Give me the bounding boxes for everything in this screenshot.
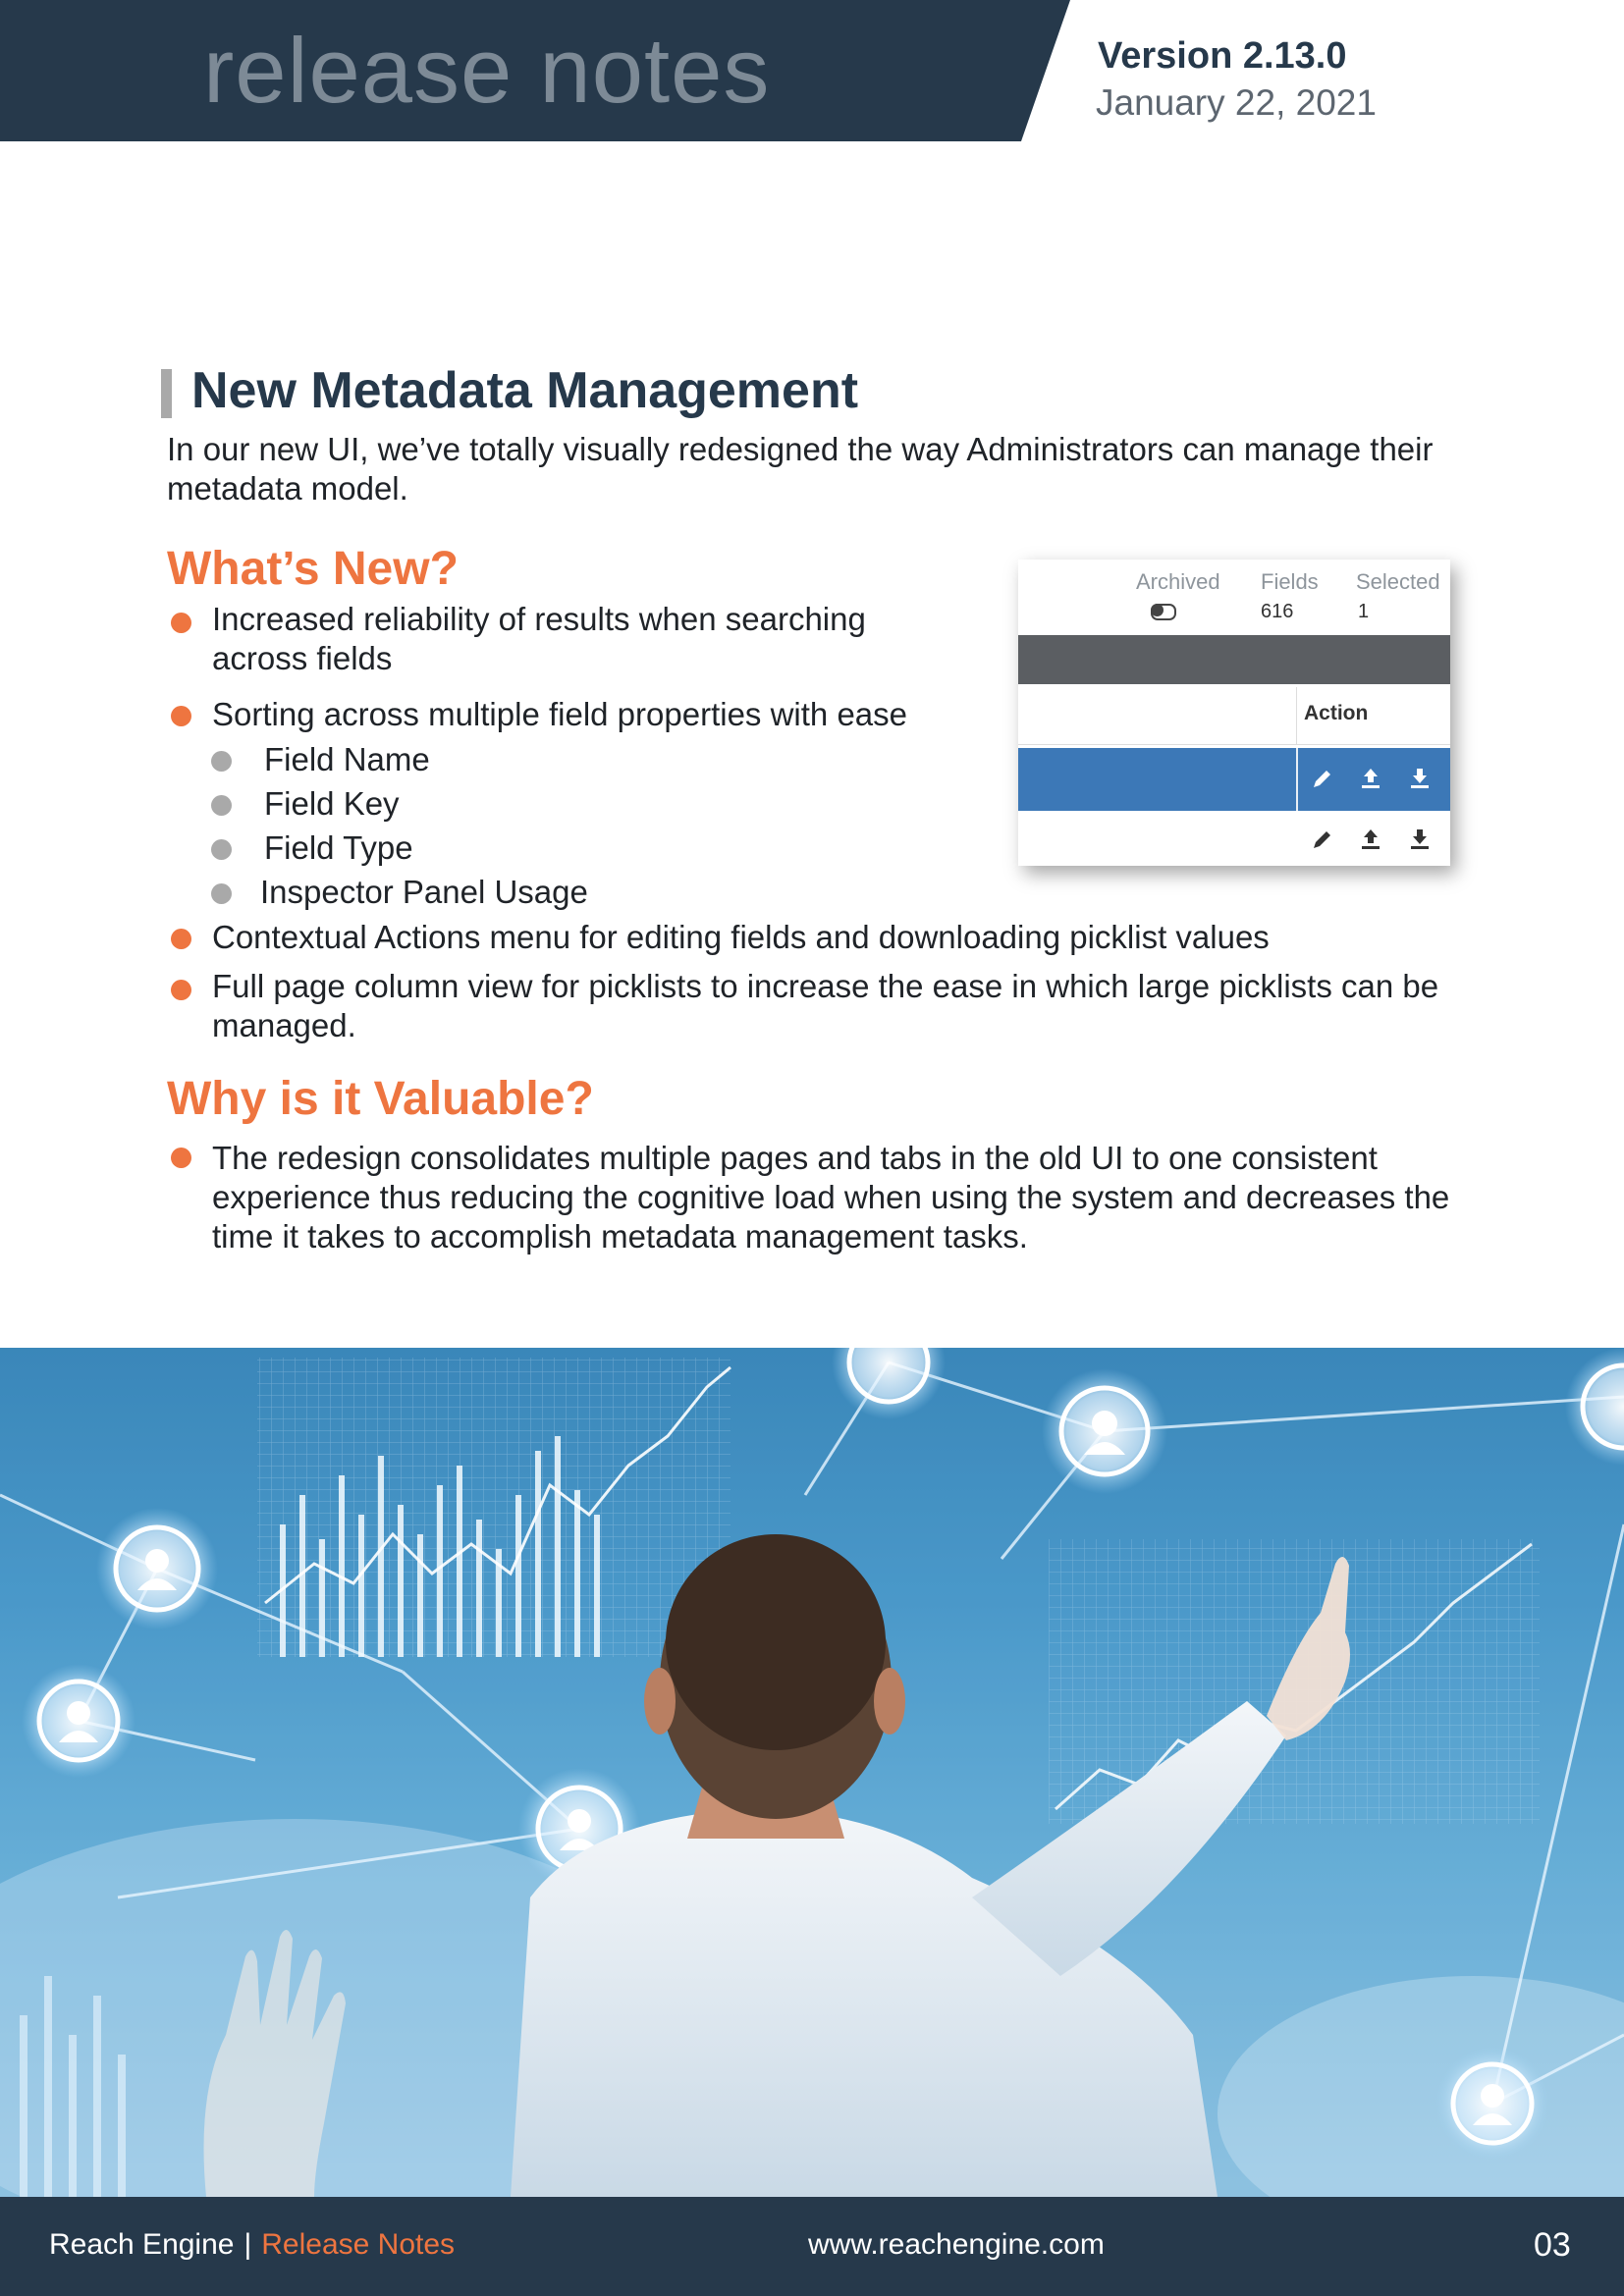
archived-label: Archived: [1136, 569, 1220, 594]
sub-bullet-icon: [211, 795, 232, 816]
metadata-table-screenshot: [1018, 560, 1450, 866]
download-icon: [1407, 827, 1433, 852]
header-title: release notes: [203, 19, 771, 122]
sub-bullet-icon: [211, 839, 232, 860]
column-divider: [1296, 687, 1297, 744]
table-row-selected: [1018, 748, 1450, 811]
footer-release-notes: Release Notes: [261, 2228, 456, 2261]
bullet-icon: [171, 980, 191, 1000]
selected-count: 1: [1358, 601, 1370, 622]
download-icon: [1407, 766, 1433, 791]
footer-separator: |: [244, 2228, 252, 2261]
version-label: Version 2.13.0: [1098, 35, 1347, 77]
section-title: New Metadata Management: [191, 362, 859, 419]
hero-illustration: [0, 1348, 1624, 2197]
data-network-illustration: [0, 1348, 1624, 2197]
action-column-header: Action: [1304, 702, 1369, 724]
footer-brand-line: [49, 2228, 455, 2262]
page-number: 03: [1534, 2226, 1571, 2264]
sub-list-item: Field Name: [264, 741, 430, 777]
list-item: Contextual Actions menu for editing fields and downloading picklist values: [212, 919, 1270, 955]
bullet-icon: [171, 1148, 191, 1168]
whats-new-heading: What’s New?: [167, 543, 459, 595]
section-accent-bar: [161, 369, 172, 418]
sub-list-item: Inspector Panel Usage: [260, 874, 588, 910]
fields-label: Fields: [1261, 569, 1319, 594]
table-header-row: [1018, 635, 1450, 684]
edit-icon: [1310, 766, 1335, 791]
footer-brand: Reach Engine: [49, 2228, 235, 2261]
list-item: The redesign consolidates multiple pages and tabs in the old UI to one consistent experience thus reducing the cognitive load when using the system and decreases the time it takes to accomplish metadata management tasks.: [212, 1140, 1450, 1255]
list-item: Sorting across multiple field properties with ease: [212, 696, 908, 732]
bullet-icon: [171, 613, 191, 633]
release-date: January 22, 2021: [1096, 82, 1377, 123]
edit-icon: [1310, 827, 1335, 852]
fields-count: 616: [1261, 601, 1294, 622]
list-item: Increased reliability of results when searching across fields: [212, 601, 866, 676]
list-item: Full page column view for picklists to increase the ease in which large picklists can be managed.: [212, 968, 1439, 1043]
bullet-icon: [171, 706, 191, 726]
column-divider: [1296, 748, 1298, 811]
row-divider: [1018, 744, 1450, 745]
sub-list-item: Field Type: [264, 829, 413, 866]
selected-label: Selected: [1356, 569, 1440, 594]
sub-list-item: Field Key: [264, 785, 400, 822]
archived-toggle: [1151, 604, 1176, 620]
why-valuable-heading: Why is it Valuable?: [167, 1073, 594, 1125]
section-intro: In our new UI, we’ve totally visually redesigned the way Administrators can manage their metadata model.: [167, 431, 1434, 507]
sub-bullet-icon: [211, 883, 232, 904]
upload-icon: [1358, 827, 1383, 852]
upload-icon: [1358, 766, 1383, 791]
bullet-icon: [171, 929, 191, 949]
footer-url[interactable]: www.reachengine.com: [808, 2228, 1105, 2261]
sub-bullet-icon: [211, 751, 232, 772]
